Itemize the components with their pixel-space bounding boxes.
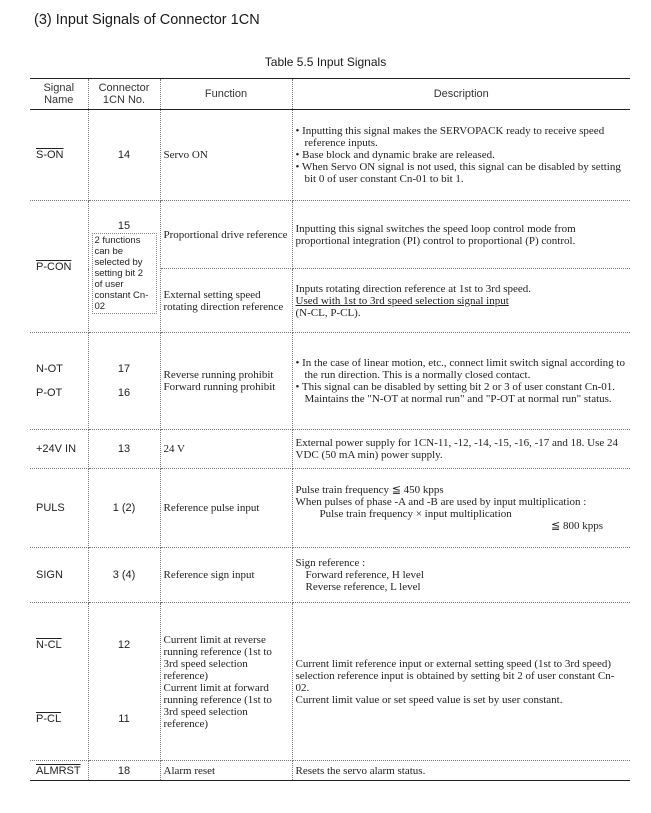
description-text: Inputting this signal switches the speed loop control mode from proportional integration (PI) control to proportional (P) control. <box>292 201 630 269</box>
col-header-description: Description <box>292 79 630 110</box>
function-text: Reference pulse input <box>160 469 292 548</box>
table-header-row <box>30 79 630 110</box>
signal-name: N-OT P-OT <box>30 333 88 430</box>
function-text: Servo ON <box>160 110 292 201</box>
signal-name: +24V IN <box>30 430 88 469</box>
table-caption: Table 5.5 Input Signals <box>264 55 387 69</box>
table-row-cl <box>30 603 630 761</box>
table-row-sign <box>30 548 630 603</box>
table-row-almrst <box>30 761 630 781</box>
function-text: Reverse running prohibit Forward running prohibit <box>160 333 292 430</box>
signal-name: PULS <box>30 469 88 548</box>
col-header-signal-name: Signal Name <box>30 79 88 110</box>
connector-no: 13 <box>88 430 160 469</box>
col-header-connector-no: Connector 1CN No. <box>88 79 160 110</box>
signal-name: N-CL P-CL <box>30 603 88 761</box>
connector-no: 3 (4) <box>88 548 160 603</box>
table-row-p-con-a <box>30 201 630 269</box>
connector-no: 14 <box>88 110 160 201</box>
function-text: Reference sign input <box>160 548 292 603</box>
connector-no: 1 (2) <box>88 469 160 548</box>
connector-no: 17 16 <box>88 333 160 430</box>
signal-name: SIGN <box>30 548 88 603</box>
function-text: Proportional drive reference <box>160 201 292 269</box>
signal-name: S-ON <box>30 110 88 201</box>
description-text: Sign reference : Forward reference, H level Reverse reference, L level <box>292 548 630 603</box>
description-text: Current limit reference input or external setting speed (1st to 3rd speed) selection reference input is obtained by setting bit 2 of user constant Cn-02. Current limit value or set speed value is set by user constant. <box>292 603 630 761</box>
section-heading: (3) Input Signals of Connector 1CN <box>34 12 260 28</box>
description-text: External power supply for 1CN-11, -12, -14, -15, -16, -17 and 18. Use 24 VDC (50 mA min) power supply. <box>292 430 630 469</box>
description-text: • In the case of linear motion, etc., connect limit switch signal according to the run direction. This is a normally closed contact. • This signal can be disabled by setting bit 2 or 3 of user constant Cn-01. Maintains the "N-OT at normal run" and "P-OT at normal run" status. <box>292 333 630 430</box>
input-signals-table <box>30 78 630 781</box>
signal-name: P-CON <box>30 201 88 333</box>
connector-no: 18 <box>88 761 160 781</box>
table-row-puls <box>30 469 630 548</box>
table-row-ot <box>30 333 630 430</box>
description-text: • Inputting this signal makes the SERVOPACK ready to receive speed reference inputs. • Base block and dynamic brake are released. • When Servo ON signal is not used, this signal can be disabled by setting bit 0 of user constant Cn-01 to bit 1. <box>292 110 630 201</box>
function-text: 24 V <box>160 430 292 469</box>
col-header-function: Function <box>160 79 292 110</box>
description-text: Pulse train frequency ≦ 450 kpps When pulses of phase -A and -B are used by input multiplication : Pulse train frequency × input multiplication ≦ 800 kpps <box>292 469 630 548</box>
description-text: Inputs rotating direction reference at 1st to 3rd speed. Used with 1st to 3rd speed selection signal input (N-CL, P-CL). <box>292 269 630 333</box>
function-text: External setting speed rotating direction reference <box>160 269 292 333</box>
connector-no: 12 11 <box>88 603 160 761</box>
function-text: Alarm reset <box>160 761 292 781</box>
table-row-s-on <box>30 110 630 201</box>
connector-no: 15 2 functions can be selected by setting bit 2 of user constant Cn-02 <box>88 201 160 333</box>
table-row-24v-in <box>30 430 630 469</box>
description-text: Resets the servo alarm status. <box>292 761 630 781</box>
function-text: Current limit at reverse running reference (1st to 3rd speed selection reference) Current limit at forward running reference (1st to 3rd speed selection reference) <box>160 603 292 761</box>
signal-name: ALMRST <box>30 761 88 781</box>
connector-no-note: 2 functions can be selected by setting bit 2 of user constant Cn-02 <box>92 233 157 314</box>
